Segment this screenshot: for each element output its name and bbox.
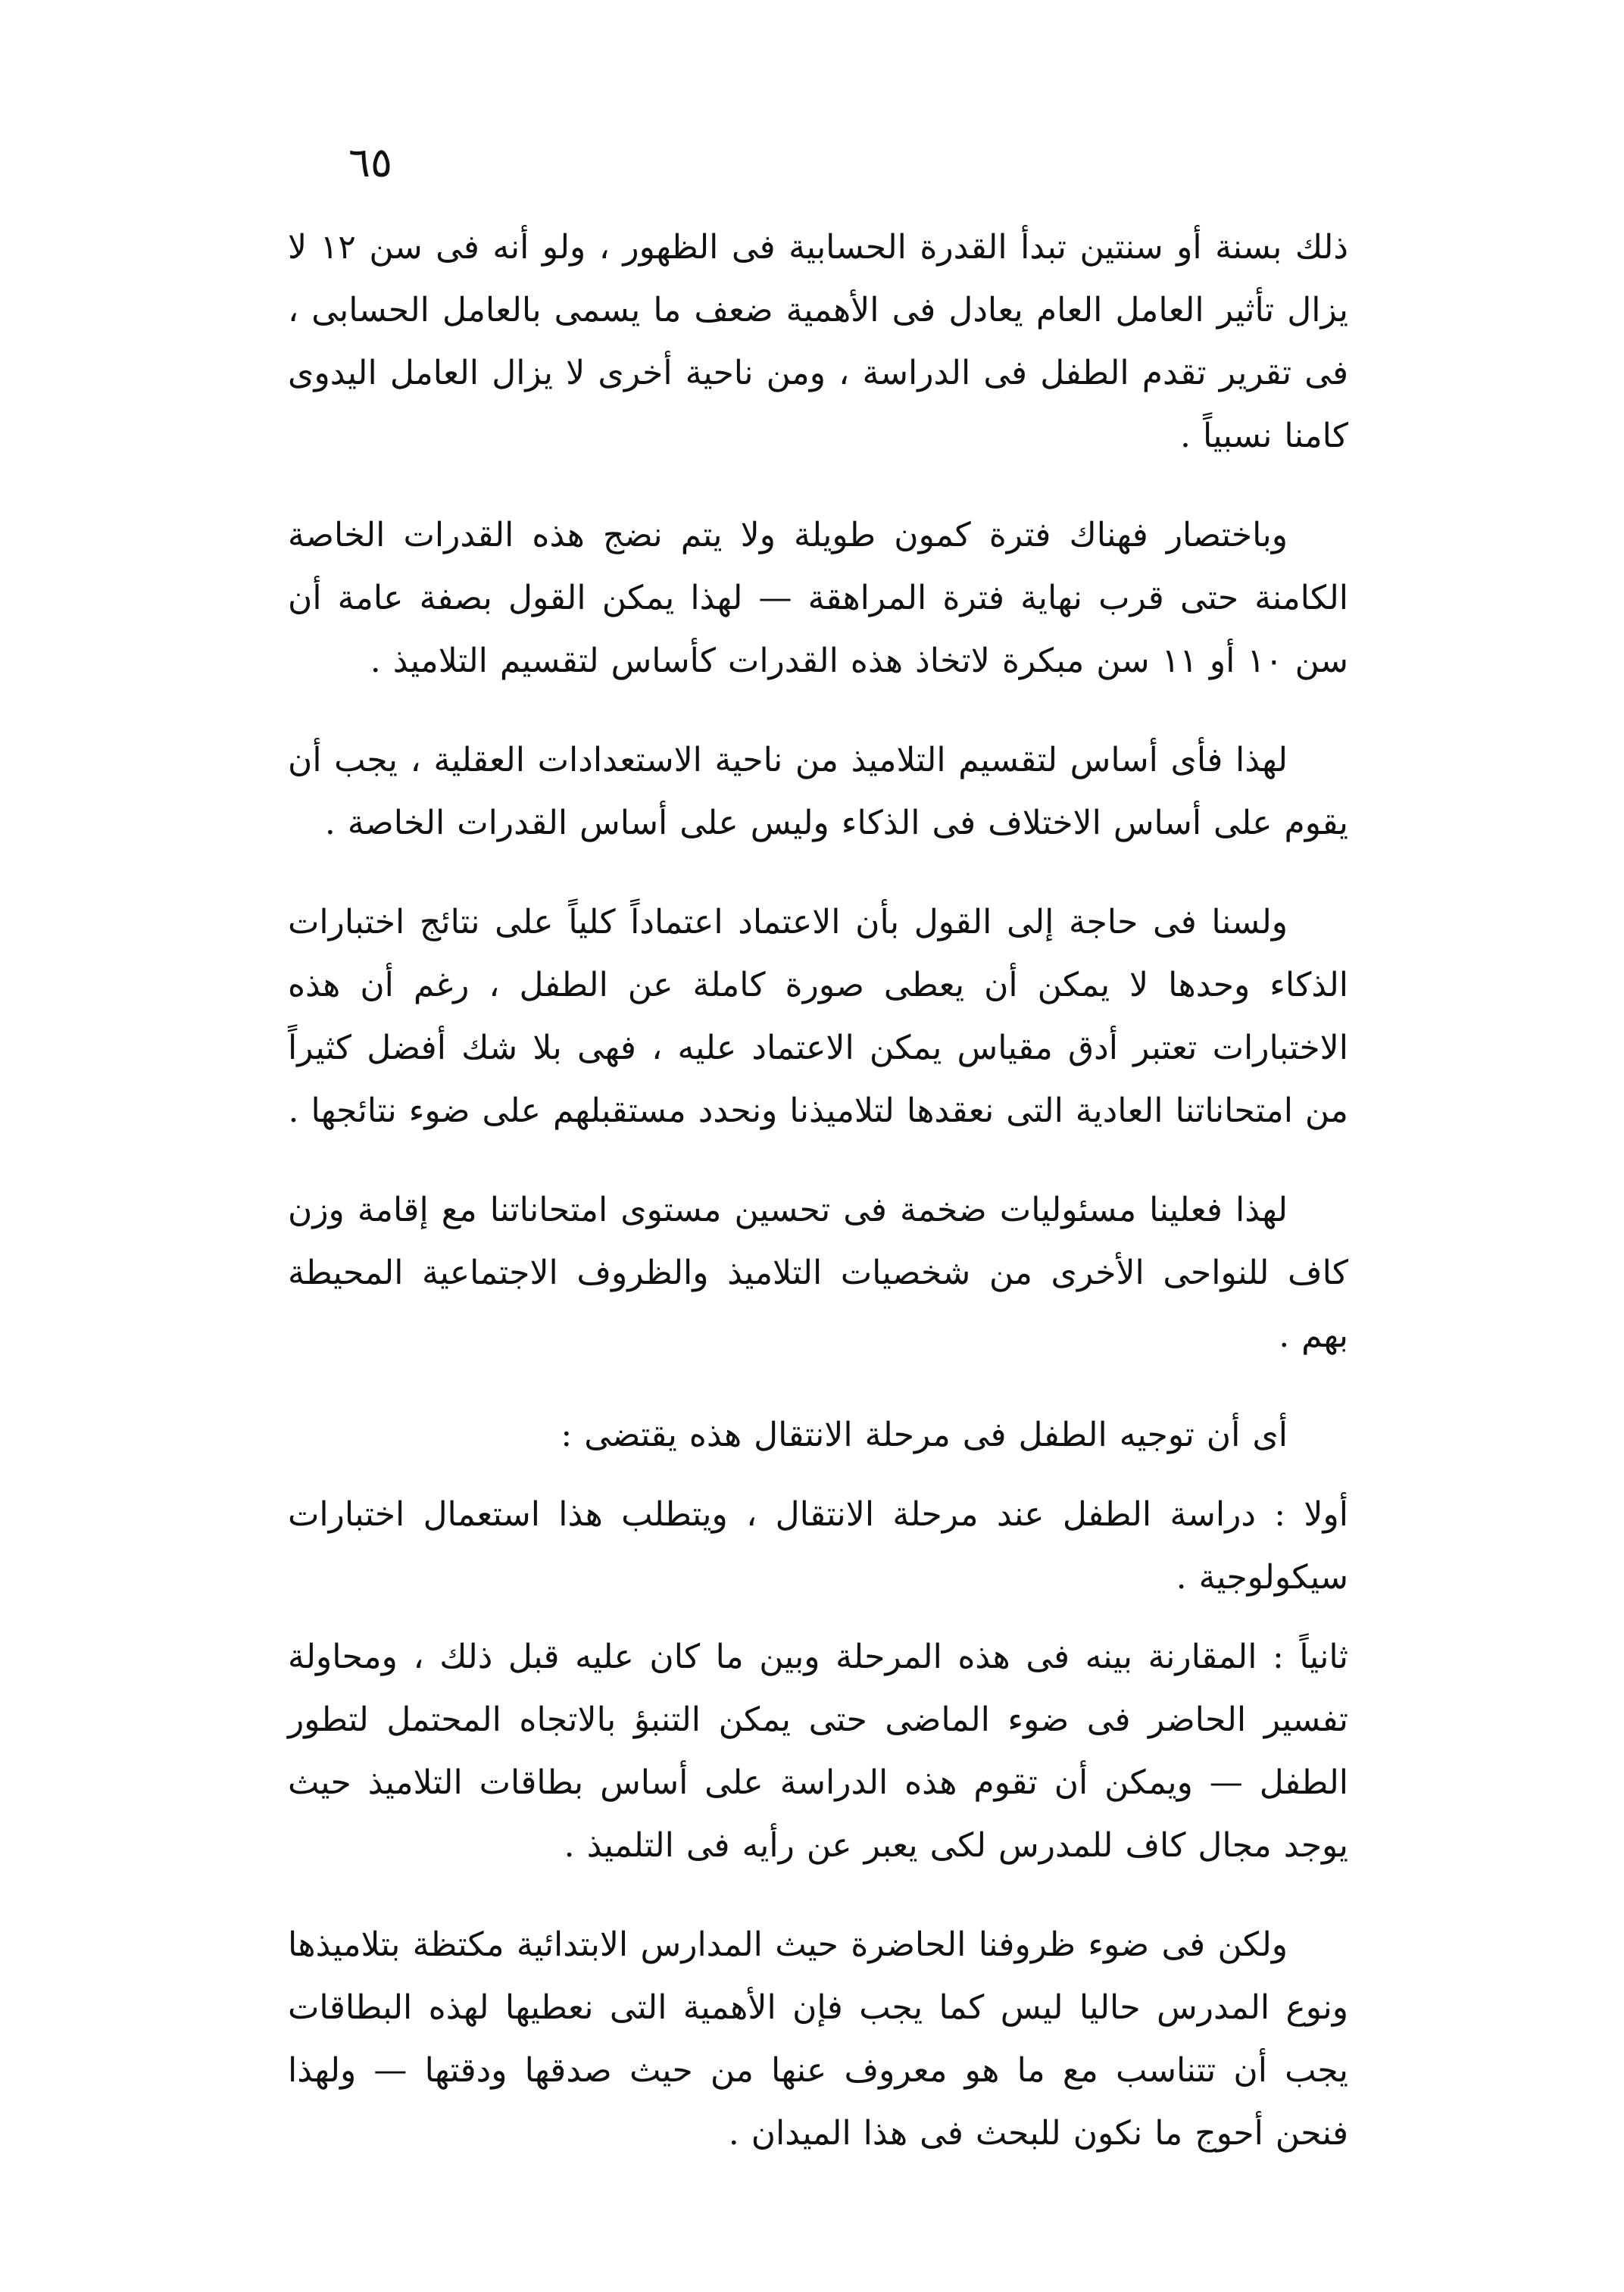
page-body [288,216,1348,2165]
paragraph-2: وباختصار فهناك فترة كمون طويلة ولا يتم نضج هذه القدرات الخاصة الكامنة حتى قرب نهاية فترة المراهقة — لهذا يمكن القول بصفة عامة أن سن ١٠ أو ١١ سن مبكرة لاتخاذ هذه القدرات كأساس لتقسيم التلاميذ . [288,516,1348,680]
paragraph-6: أى أن توجيه الطفل فى مرحلة الانتقال هذه يقتضى : [561,1416,1288,1454]
paragraph-5: لهذا فعلينا مسئوليات ضخمة فى تحسين مستوى امتحاناتنا مع إقامة وزن كاف للنواحى الأخرى من شخصيات التلاميذ والظروف الاجتماعية المحيطة بهم . [288,1191,1348,1355]
paragraph-3: لهذا فأى أساس لتقسيم التلاميذ من ناحية الاستعدادات العقلية ، يجب أن يقوم على أساس الاختلاف فى الذكاء وليس على أساس القدرات الخاصة . [288,741,1348,842]
paragraph-9: ولكن فى ضوء ظروفنا الحاضرة حيث المدارس الابتدائية مكتظة بتلاميذها ونوع المدرس حاليا ليس كما يجب فإن الأهمية التى نعطيها لهذه البطاقات يجب أن تتناسب مع ما هو معروف عنها من حيث صدقها ودقتها — ولهذا فنحن أحوج ما نكون للبحث فى هذا الميدان . [288,1925,1348,2153]
page-number: ٦٥ [348,139,393,186]
paragraph-1: ذلك بسنة أو سنتين تبدأ القدرة الحسابية فى الظهور ، ولو أنه فى سن ١٢ لا يزال تأثير العامل العام يعادل فى الأهمية ضعف ما يسمى بالعامل الحسابى ، فى تقرير تقدم الطفل فى الدراسة ، ومن ناحية أخرى لا يزال العامل اليدوى كامنا نسبياً . [288,228,1348,455]
paragraph-7: أولا : دراسة الطفل عند مرحلة الانتقال ، ويتطلب هذا استعمال اختبارات سيكولوجية . [288,1495,1348,1597]
paragraph-8: ثانياً : المقارنة بينه فى هذه المرحلة وبين ما كان عليه قبل ذلك ، ومحاولة تفسير الحاضر فى ضوء الماضى حتى يمكن التنبؤ بالاتجاه المحتمل لتطور الطفل — ويمكن أن تقوم هذه الدراسة على أساس بطاقات التلاميذ حيث يوجد مجال كاف للمدرس لكى يعبر عن رأيه فى التلميذ . [288,1638,1348,1865]
paragraph-4: ولسنا فى حاجة إلى القول بأن الاعتماد اعتماداً كلياً على نتائج اختبارات الذكاء وحدها لا يمكن أن يعطى صورة كاملة عن الطفل ، رغم أن هذه الاختبارات تعتبر أدق مقياس يمكن الاعتماد عليه ، فهى بلا شك أفضل كثيراً من امتحاناتنا العادية التى نعقدها لتلاميذنا ونحدد مستقبلهم على ضوء نتائجها . [288,903,1348,1130]
